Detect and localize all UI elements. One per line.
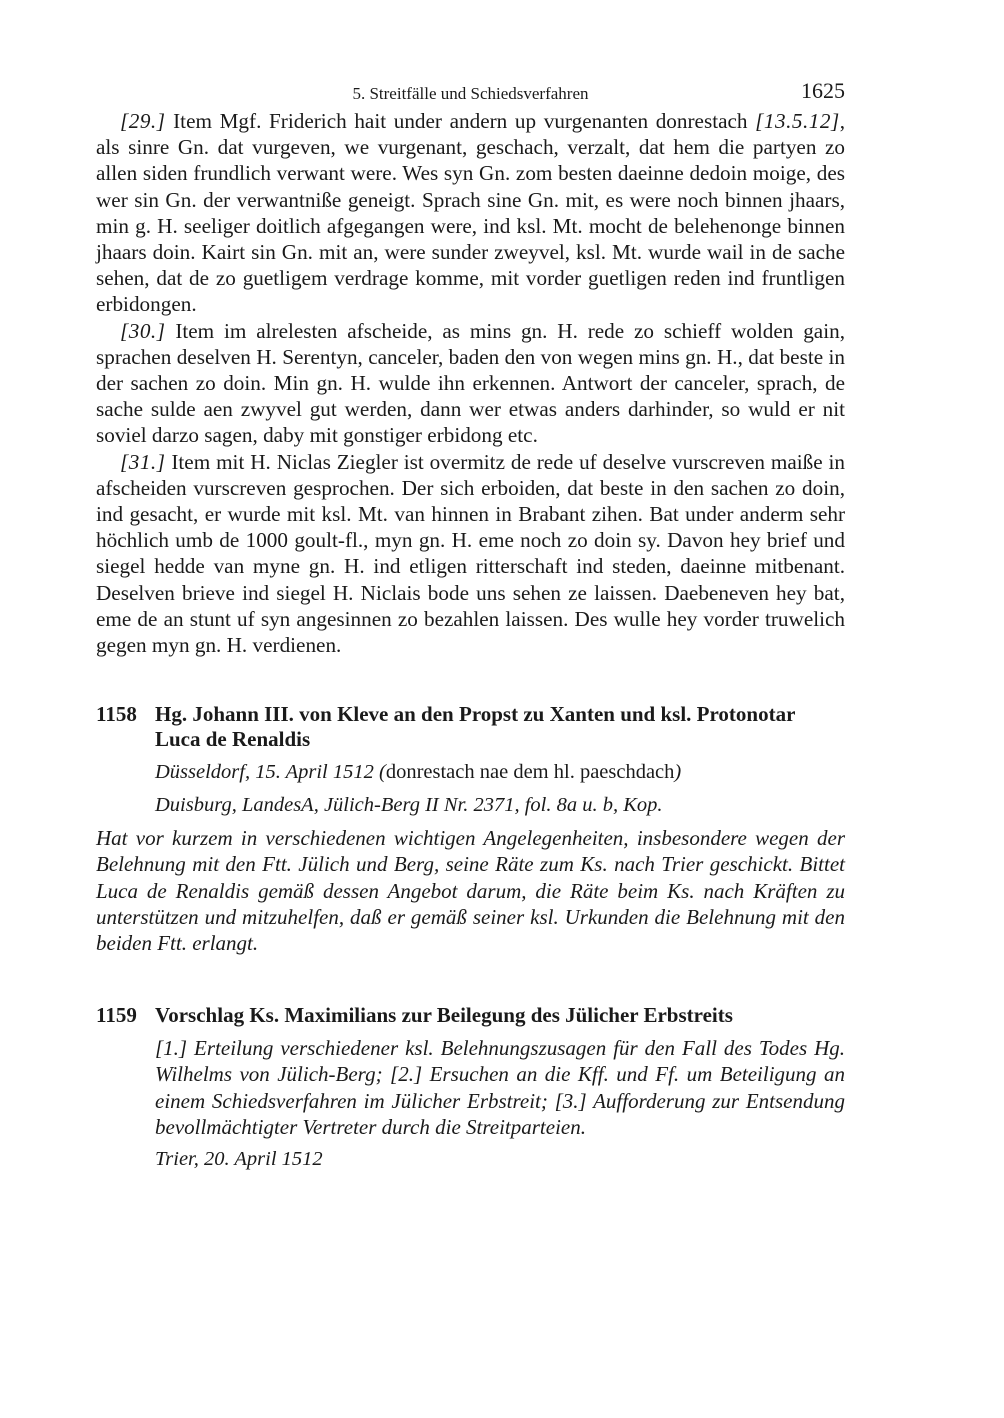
paragraph-ref: [29.] [120,109,166,133]
paragraph-text: Item Mgf. Friderich hait under andern up vurgenanten donrestach [165,109,756,133]
document-1159 [96,1003,845,1172]
document-date [155,759,845,785]
paragraph-31 [96,449,845,659]
date-ref: [13.5.12] [755,109,840,133]
document-summary: [1.] Erteilung verschiedener ksl. Belehnungszusagen für den Fall des Todes Hg. Wilhelms von Jülich-Berg; [2.] Ersuchen an die Kff. und Ff. um Beteiligung an einem Schiedsverfahren im Jülicher Erbstreit; [3.] Aufforderung zur Entsendung bevollmächtigter Vertreter durch die Streitparteien. [155,1036,845,1139]
date-place: Düsseldorf, 15. April 1512 ( [155,761,386,784]
paragraph-text: , als sinre Gn. dat vurgeven, we vurgenant, geschach, verzalt, dat hem die partyen zo allen siden frundlich verwant were. Wes syn Gn. zom besten daeinne dedoin moige, des wer sin Gn. der verwantniße geneigt. Sprach sine Gn. mit, es were noch binnen jhaars, min g. H. seeliger doitlich afgegangen were, ind ksl. Mt. mocht de belehenonge binnen jhaars doin. Kairt sin Gn. mit an, were sunder zweyvel, ksl. Mt. wurde wail in de sache sehen, dat de zo guetligem verdrage komme, mit vorder guetligen reden ind fruntligen erbidongen. [96,109,845,317]
running-head [96,78,845,108]
body-text [96,108,845,658]
page [96,78,845,1172]
document-source: Duisburg, LandesA, Jülich-Berg II Nr. 2371, fol. 8a u. b, Kop. [155,794,663,817]
paragraph-ref: [30.] [120,318,166,343]
document-heading [96,1003,845,1028]
paragraph-29 [96,108,845,318]
document-number: 1158 [96,702,137,727]
date-close: ) [674,761,682,784]
document-1158 [96,702,845,956]
document-date: Trier, 20. April 1512 [155,1148,323,1171]
paragraph-text: Item mit H. Niclas Ziegler ist overmitz de rede uf deselve vurscreven maiße in afscheiden vurscreven gesprochen. Der sich erboiden, dat beste in den sachen zo doin, ind gesacht, er wurde mit ksl. Mt. van hinnen in Brabant zihen. Bat under anderm sehr höchlich umb de 1000 goult-fl., myn gn. H. eme noch zo doin sy. Davon hey brief und siegel hedde van myne gn. H. ind etligen ritterschaft ind steden, daeinne mitbenant. Deselven brieve ind siegel H. Niclais bode uns sehen ze laissen. Daebeneven hey bat, eme de an stunt uf syn angesinnen zo bezahlen laissen. Des wulle hey vorder truwelich gegen myn gn. H. verdienen. [96,449,845,658]
date-original: donrestach nae dem hl. paeschdach [385,761,675,784]
paragraph-ref: [31.] [120,449,166,474]
document-title: Hg. Johann III. von Kleve an den Propst zu Xanten und ksl. Protonotar Luca de Renaldis [155,702,796,752]
running-title: 5. Streitfälle und Schiedsverfahren [352,84,589,103]
document-number: 1159 [96,1003,137,1028]
paragraph-30 [96,318,845,449]
paragraph-text: Item im alrelesten afscheide, as mins gn. H. rede zo schieff wolden gain, sprachen deselven H. Serentyn, canceler, baden den von wegen mins gn. H., dat beste in der sachen zo doin. Min gn. H. wulde ihn erkennen. Antwort der canceler, sprach, de sache sulde aen zwyvel gut werden, dann wer etwas anders darhinder, so wuld er nit soviel darzo sagen, daby mit gonstiger erbidong etc. [96,318,845,448]
document-regest: Hat vor kurzem in verschiedenen wichtigen Angelegenheiten, insbesondere wegen der Belehnung mit den Ftt. Jülich und Berg, seine Räte zum Ks. nach Trier geschickt. Bittet Luca de Renaldis gemäß dessen Angebot darum, die Räte beim Ks. nach Kräften zu unterstützen und mitzuhelfen, daß er gemäß seiner ksl. Urkunden die Belehnung mit den beiden Ftt. erlangt. [96,826,845,956]
page-number: 1625 [801,78,845,103]
document-title: Vorschlag Ks. Maximilians zur Beilegung des Jülicher Erbstreits [155,1003,733,1028]
document-heading [96,702,845,752]
